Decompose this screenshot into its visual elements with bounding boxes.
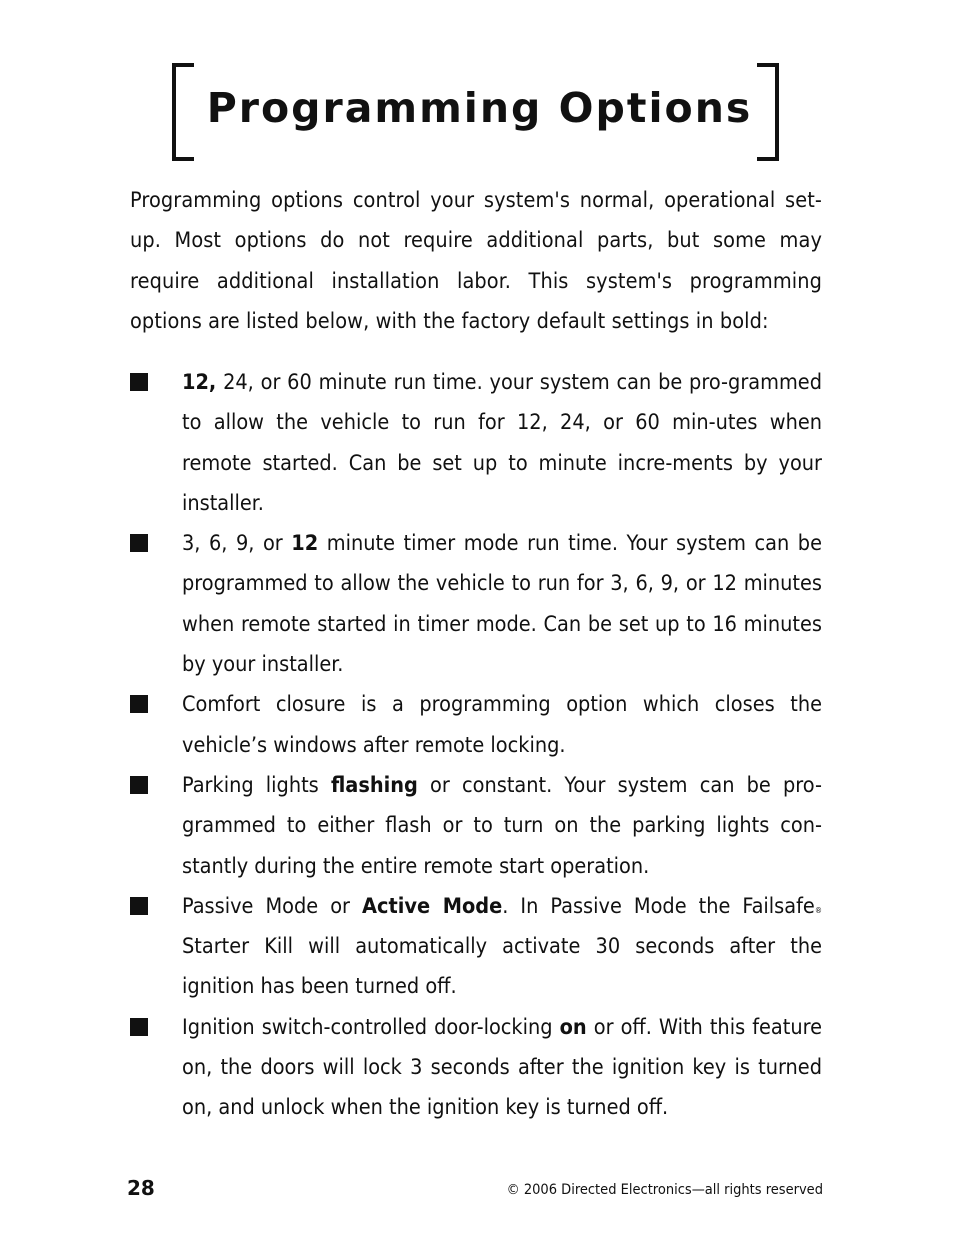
option-text: 24, or 60 minute run time. your system can be pro-grammed to allow the vehicle to run for 12, 24, or 60 min-utes when remote started. Can be set up to minute incre-ments by your installer. (182, 370, 822, 516)
option-text: minute timer mode run time. Your system can be programmed to allow the vehicle to run for 3, 6, 9, or 12 minutes when remote started in timer mode. Can be set up to 16 minutes by your installer. (182, 531, 822, 678)
square-bullet-icon (130, 373, 148, 391)
square-bullet-icon (130, 1018, 148, 1036)
option-text: Starter Kill will automatically activate 30 seconds after the ignition has been turned off. (182, 934, 822, 1000)
option-text: Parking lights (182, 772, 331, 798)
default-value: 12, (182, 370, 217, 395)
option-text: or off. With this feature on, the doors will lock 3 seconds after the ignition key is turned on, and unlock when the ignition key is turned off. (182, 1014, 822, 1121)
default-value: Active Mode (362, 893, 503, 919)
page-number: 28 (127, 1176, 155, 1200)
intro-paragraph: Programming options control your system's normal, operational set-up. Most options do not require additional parts, but some may require additional installation labor. This system's programming options are listed below, with the factory default settings in bold: (130, 188, 822, 335)
option-text: Ignition switch-controlled door-locking (182, 1014, 560, 1040)
options-list (130, 363, 822, 1129)
option-text: Passive Mode or (182, 893, 363, 919)
list-item (130, 363, 822, 524)
option-text: 3, 6, 9, or (182, 531, 292, 557)
default-value: flashing (330, 772, 418, 798)
option-text: . In Passive Mode the Failsafe (502, 893, 815, 919)
registered-mark: ® (814, 905, 823, 915)
list-item (130, 1008, 822, 1129)
list-item (130, 766, 822, 887)
default-value: 12 (291, 531, 319, 557)
copyright-notice: © 2006 Directed Electronics—all rights reserved (506, 1182, 823, 1198)
option-text: or constant. Your system can be pro-grammed to either flash or to turn on the parking lights con-stantly during the entire remote start operation. (182, 772, 822, 879)
square-bullet-icon (130, 897, 148, 915)
square-bullet-icon (130, 776, 148, 794)
list-item (130, 887, 822, 1008)
list-item (130, 685, 822, 766)
default-value: on (559, 1014, 587, 1040)
option-text: Comfort closure is a programming option which closes the vehicle’s windows after remote locking. (182, 692, 822, 758)
square-bullet-icon (130, 695, 148, 713)
list-item (130, 524, 822, 685)
square-bullet-icon (130, 534, 148, 552)
page-title: Programming Options (206, 84, 753, 132)
